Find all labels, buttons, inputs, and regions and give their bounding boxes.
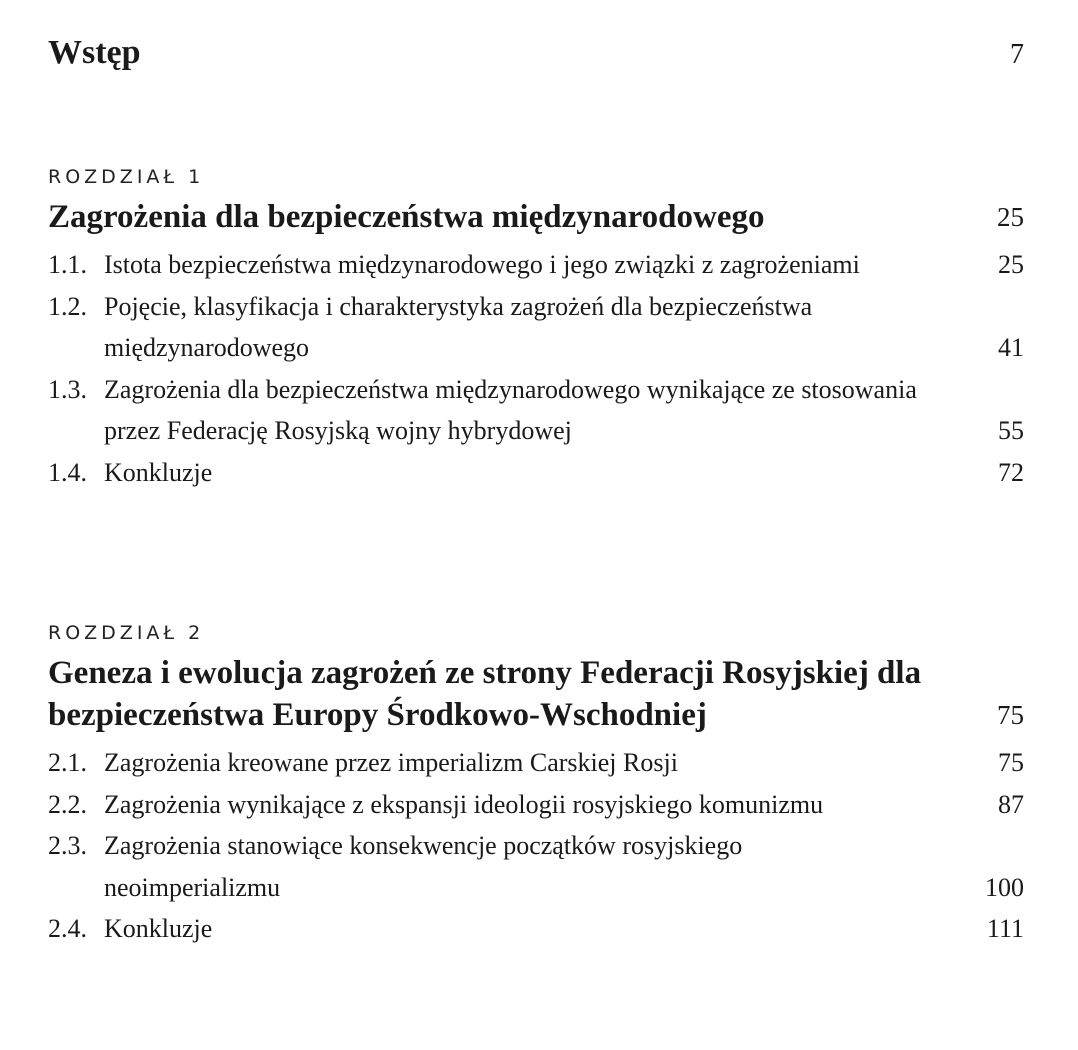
toc-entry-section-2-1[interactable]	[48, 742, 1024, 784]
section-list	[48, 742, 1024, 950]
section-page-number: 111	[986, 914, 1024, 943]
section-title: Zagrożenia kreowane przez imperializm Carskiej Rosji	[104, 748, 678, 777]
section-number: 1.1.	[48, 250, 87, 279]
section-number: 2.2.	[48, 789, 87, 819]
section-number: 1.4.	[48, 457, 87, 487]
section-title: Pojęcie, klasyfikacja i charakterystyka zagrożeń dla bezpieczeństwa międzynarodowego	[104, 291, 813, 362]
section-page-number: 55	[998, 416, 1024, 445]
chapter-1	[48, 162, 1024, 493]
chapter-page-number: 75	[997, 700, 1024, 730]
chapter-title: Geneza i ewolucja zagrożeń ze strony Federacji Rosyjskiej dla bezpieczeństwa Europy Środkowo-Wschodniej	[48, 655, 922, 733]
introduction-page-number: 7	[1010, 39, 1024, 70]
toc-entry-section-1-3[interactable]	[48, 369, 1024, 452]
toc-entry-section-2-4[interactable]	[48, 908, 1024, 950]
toc-entry-section-1-1[interactable]	[48, 244, 1024, 286]
section-title: Zagrożenia dla bezpieczeństwa międzynarodowego wynikające ze stosowania przez Federację Rosyjską wojny hybrydowej	[104, 374, 917, 445]
section-title: Zagrożenia stanowiące konsekwencje początków rosyjskiego neoimperializmu	[104, 831, 743, 902]
toc-entry-section-1-2[interactable]	[48, 286, 1024, 369]
section-title: Konkluzje	[104, 914, 213, 943]
toc-entry-chapter-2[interactable]	[48, 652, 1024, 736]
section-page-number: 100	[985, 872, 1024, 902]
chapter-label: ROZDZIAŁ 2	[48, 622, 205, 644]
chapter-title: Zagrożenia dla bezpieczeństwa międzynarodowego	[48, 199, 765, 235]
toc-entry-section-1-4[interactable]	[48, 452, 1024, 494]
section-page-number: 75	[998, 748, 1024, 777]
toc-entry-section-2-3[interactable]	[48, 825, 1024, 908]
toc-entry-section-2-2[interactable]	[48, 784, 1024, 826]
section-title: Konkluzje	[104, 457, 213, 487]
chapter-page-number: 25	[997, 202, 1024, 232]
section-page-number: 72	[998, 457, 1024, 487]
section-number: 2.3.	[48, 831, 87, 860]
section-number: 2.1.	[48, 748, 87, 777]
section-title: Istota bezpieczeństwa międzynarodowego i jego związki z zagrożeniami	[104, 250, 860, 279]
section-list	[48, 244, 1024, 493]
chapter-label: ROZDZIAŁ 1	[48, 166, 205, 188]
toc-entry-introduction[interactable]	[48, 34, 1024, 72]
chapter-2	[48, 618, 1024, 950]
section-title: Zagrożenia wynikające z ekspansji ideologii rosyjskiego komunizmu	[104, 789, 824, 819]
introduction-title: Wstęp	[48, 34, 141, 71]
section-number: 2.4.	[48, 914, 87, 943]
section-page-number: 87	[998, 789, 1024, 819]
section-page-number: 25	[998, 250, 1024, 279]
section-page-number: 41	[998, 333, 1024, 362]
toc-entry-chapter-1[interactable]	[48, 196, 1024, 238]
section-number: 1.2.	[48, 291, 87, 321]
section-number: 1.3.	[48, 374, 87, 404]
